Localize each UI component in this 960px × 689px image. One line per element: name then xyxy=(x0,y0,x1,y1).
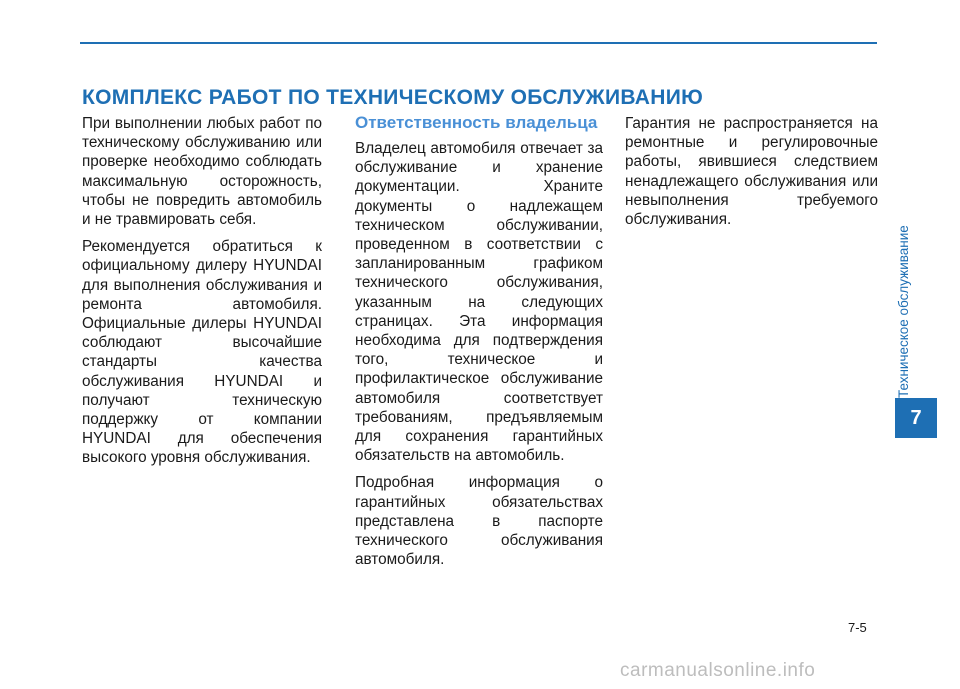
paragraph: Рекомендуется обратиться к официальному дилеру HYUNDAI для выполнения обслуживания и ремонта автомобиля. Официальные дилеры HYUNDAI соблюдают высочайшие стандарты качества обслуживания HYUNDAI и получают техническую поддержку от компании HYUNDAI для обеспечения высокого уровня обслуживания. xyxy=(82,238,322,467)
column-3 xyxy=(625,114,878,237)
paragraph: Подробная информация о гарантийных обязательствах представлена в паспорте технического обслуживания автомобиля. xyxy=(355,474,603,569)
watermark: carmanualsonline.info xyxy=(620,660,816,681)
chapter-side-label: Техническое обслуживание xyxy=(896,225,911,398)
column-2 xyxy=(355,112,603,577)
paragraph: При выполнении любых работ по техническому обслуживанию или проверке необходимо соблюдать максимальную осторожность, чтобы не повредить автомобиль и не травмировать себя. xyxy=(82,115,322,229)
paragraph: Владелец автомобиля отвечает за обслуживание и хранение документации. Храните документы о надлежащем техническом обслуживании, проведенном в соответствии с запланированным графиком технического обслуживания, указанным на следующих страницах. Эта информация необходима для подтверждения того, техническое и профилактическое обслуживание автомобиля соответствует требованиям, предъявляемым для сохранения гарантийных обязательств на автомобиль. xyxy=(355,140,603,465)
page-number: 7-5 xyxy=(848,620,867,635)
paragraph: Гарантия не распространяется на ремонтные и регулировочные работы, явившиеся следствием ненадлежащего обслуживания или невыполнения требуемого обслуживания. xyxy=(625,115,878,229)
subsection-heading: Ответственность владельца xyxy=(355,113,598,132)
top-rule xyxy=(80,42,877,44)
section-title: КОМПЛЕКС РАБОТ ПО ТЕХНИЧЕСКОМУ ОБСЛУЖИВАНИЮ xyxy=(82,86,704,109)
chapter-number-badge: 7 xyxy=(895,398,937,438)
column-1 xyxy=(82,114,322,476)
